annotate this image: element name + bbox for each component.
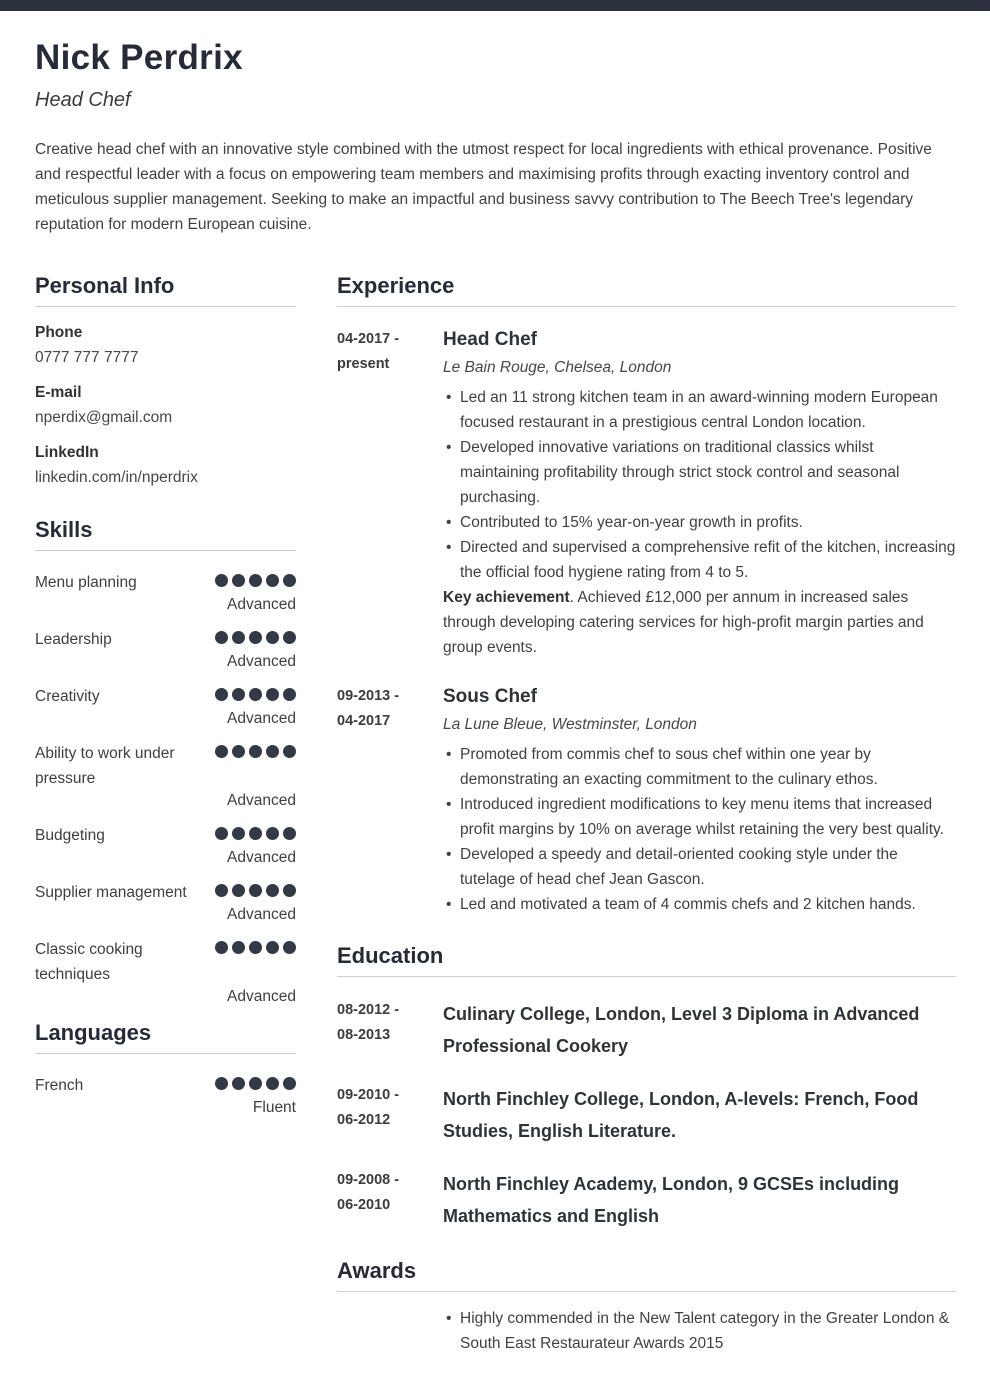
- experience-bullet-list: [443, 385, 956, 585]
- language-level-label: Fluent: [252, 1099, 296, 1116]
- section-heading-awards: Awards: [337, 1258, 956, 1292]
- rating-dot-filled: [249, 1077, 262, 1090]
- skill-rating-dots: [215, 823, 296, 840]
- experience-bullet: • Contributed to 15% year-on-year growth in profits.: [443, 510, 956, 535]
- rating-dot-filled: [215, 884, 228, 897]
- experience-company: La Lune Bleue, Westminster, London: [443, 716, 697, 733]
- skill-item: [35, 627, 296, 671]
- language-item: [35, 1073, 296, 1117]
- skill-name: Creativity: [35, 688, 100, 705]
- skill-rating-dots: [215, 880, 296, 897]
- two-column-layout: [35, 273, 956, 1356]
- rating-dot-filled: [215, 745, 228, 758]
- rating-dot-filled: [249, 884, 262, 897]
- section-heading-experience: Experience: [337, 273, 956, 307]
- top-accent-bar: [0, 0, 990, 11]
- section-heading-skills: Skills: [35, 517, 296, 551]
- education-dates: 09-2010 - 06-2012: [337, 1087, 400, 1128]
- skill-rating-dots: [215, 684, 296, 701]
- skill-rating-dots: [215, 741, 296, 758]
- experience-bullet: • Promoted from commis chef to sous chef within one year by demonstrating an exacting commitment to the culinary ethos.: [443, 742, 956, 792]
- rating-dot-filled: [232, 631, 245, 644]
- rating-dot-filled: [232, 884, 245, 897]
- sidebar-column: [35, 273, 296, 1356]
- rating-dot-filled: [283, 688, 296, 701]
- experience-bullet: • Developed innovative variations on traditional classics whilst maintaining profitability through strict stock control and seasonal purchasing.: [443, 435, 956, 510]
- personal-info-item: [35, 384, 296, 427]
- language-rating-dots: [215, 1073, 296, 1090]
- section-heading-languages: Languages: [35, 1020, 296, 1054]
- experience-job-title: Sous Chef: [443, 686, 537, 707]
- skill-name: Budgeting: [35, 827, 105, 844]
- rating-dot-filled: [266, 1077, 279, 1090]
- awards-bullet-list: [443, 1306, 956, 1356]
- skill-item: [35, 741, 296, 810]
- resume-page: [0, 11, 990, 1356]
- rating-dot-filled: [215, 574, 228, 587]
- rating-dot-filled: [232, 745, 245, 758]
- rating-dot-filled: [283, 827, 296, 840]
- rating-dot-filled: [215, 1077, 228, 1090]
- rating-dot-filled: [215, 827, 228, 840]
- rating-dot-filled: [266, 745, 279, 758]
- personal-info-label: E-mail: [35, 384, 82, 401]
- rating-dot-filled: [215, 631, 228, 644]
- rating-dot-filled: [283, 745, 296, 758]
- rating-dot-filled: [232, 574, 245, 587]
- skill-name: Ability to work under pressure: [35, 745, 175, 787]
- skill-level-label: Advanced: [227, 906, 296, 923]
- experience-bullet: • Directed and supervised a comprehensive refit of the kitchen, increasing the official food hygiene rating from 4 to 5.: [443, 535, 956, 585]
- rating-dot-filled: [249, 574, 262, 587]
- education-title: Culinary College, London, Level 3 Diploma in Advanced Professional Cookery: [443, 1004, 920, 1056]
- rating-dot-filled: [266, 631, 279, 644]
- rating-dot-filled: [283, 574, 296, 587]
- skill-level-label: Advanced: [227, 596, 296, 613]
- experience-bullet: • Led and motivated a team of 4 commis chefs and 2 kitchen hands.: [443, 892, 956, 917]
- resume-header: [35, 38, 956, 237]
- experience-entry: [337, 327, 956, 660]
- linkedin-value: linkedin.com/in/nperdrix: [35, 469, 198, 486]
- skill-name: Supplier management: [35, 884, 187, 901]
- key-achievement-text: . Achieved £12,000 per annum in increased sales through developing catering services for high-profit margin parties and group events.: [443, 589, 924, 656]
- skill-level-label: Advanced: [227, 653, 296, 670]
- rating-dot-filled: [266, 688, 279, 701]
- skill-item: [35, 823, 296, 867]
- languages-list: [35, 1073, 296, 1117]
- rating-dot-filled: [215, 688, 228, 701]
- rating-dot-filled: [249, 631, 262, 644]
- rating-dot-filled: [266, 884, 279, 897]
- personal-info-label: LinkedIn: [35, 444, 99, 461]
- rating-dot-filled: [283, 631, 296, 644]
- skills-list: [35, 570, 296, 1006]
- experience-dates: 04-2017 - present: [337, 331, 400, 372]
- section-heading-personal-info: Personal Info: [35, 273, 296, 307]
- rating-dot-filled: [232, 827, 245, 840]
- skill-rating-dots: [215, 570, 296, 587]
- experience-bullet-list: [443, 742, 956, 917]
- skill-item: [35, 937, 296, 1006]
- experience-dates: 09-2013 - 04-2017: [337, 688, 400, 729]
- rating-dot-filled: [249, 688, 262, 701]
- rating-dot-filled: [215, 941, 228, 954]
- awards-dates-spacer: [337, 1306, 443, 1356]
- personal-info-label: Phone: [35, 324, 83, 341]
- education-entry: [337, 1083, 956, 1147]
- skill-item: [35, 684, 296, 728]
- skill-name: Menu planning: [35, 574, 137, 591]
- skill-level-label: Advanced: [227, 849, 296, 866]
- skill-rating-dots: [215, 627, 296, 644]
- awards-entry: [337, 1306, 956, 1356]
- education-dates: 08-2012 - 08-2013: [337, 1002, 400, 1043]
- skill-item: [35, 570, 296, 614]
- award-bullet: • Highly commended in the New Talent category in the Greater London & South East Restaurateur Awards 2015: [443, 1306, 956, 1356]
- rating-dot-filled: [249, 941, 262, 954]
- experience-details: [443, 327, 956, 660]
- experience-job-title: Head Chef: [443, 329, 537, 350]
- experience-bullet: • Led an 11 strong kitchen team in an award-winning modern European focused restaurant in a prestigious central London location.: [443, 385, 956, 435]
- personal-info-item: [35, 324, 296, 367]
- section-heading-education: Education: [337, 943, 956, 977]
- rating-dot-filled: [266, 827, 279, 840]
- main-column: [337, 273, 956, 1356]
- rating-dot-filled: [266, 941, 279, 954]
- education-title: North Finchley Academy, London, 9 GCSEs including Mathematics and English: [443, 1174, 900, 1226]
- skill-level-label: Advanced: [227, 988, 296, 1005]
- experience-company: Le Bain Rouge, Chelsea, London: [443, 359, 672, 376]
- rating-dot-filled: [232, 688, 245, 701]
- experience-bullet: • Developed a speedy and detail-oriented cooking style under the tutelage of head chef Jean Gascon.: [443, 842, 956, 892]
- skill-level-label: Advanced: [227, 792, 296, 809]
- skill-rating-dots: [215, 937, 296, 954]
- skill-level-label: Advanced: [227, 710, 296, 727]
- education-title: North Finchley College, London, A-levels: French, Food Studies, English Literature.: [443, 1089, 919, 1141]
- rating-dot-filled: [283, 941, 296, 954]
- rating-dot-filled: [249, 745, 262, 758]
- phone-value: 0777 777 7777: [35, 349, 139, 366]
- language-name: French: [35, 1077, 84, 1094]
- skill-item: [35, 880, 296, 924]
- rating-dot-filled: [249, 827, 262, 840]
- candidate-job-title: Head Chef: [35, 89, 131, 111]
- key-achievement: [443, 585, 956, 660]
- skill-name: Leadership: [35, 631, 112, 648]
- skill-name: Classic cooking techniques: [35, 941, 143, 983]
- experience-details: [443, 684, 956, 917]
- personal-info-item: [35, 444, 296, 487]
- candidate-name: Nick Perdrix: [35, 38, 243, 77]
- rating-dot-filled: [232, 1077, 245, 1090]
- rating-dot-filled: [266, 574, 279, 587]
- education-entry: [337, 1168, 956, 1232]
- rating-dot-filled: [232, 941, 245, 954]
- profile-summary: Creative head chef with an innovative style combined with the utmost respect for local ingredients with ethical provenance. Positive and respectful leader with a focus on empowering team members and maximising profits through exacting inventory control and meticulous supplier management. Seeking to make an impactful and business savvy contribution to The Beech Tree's legendary reputation for modern European cuisine.: [35, 141, 932, 233]
- experience-bullet: • Introduced ingredient modifications to key menu items that increased profit margins by 10% on average whilst retaining the very best quality.: [443, 792, 956, 842]
- education-dates: 09-2008 - 06-2010: [337, 1172, 400, 1213]
- key-achievement-label: Key achievement: [443, 589, 570, 606]
- email-value: nperdix@gmail.com: [35, 409, 173, 426]
- experience-entry: [337, 684, 956, 917]
- education-entry: [337, 998, 956, 1062]
- rating-dot-filled: [283, 884, 296, 897]
- rating-dot-filled: [283, 1077, 296, 1090]
